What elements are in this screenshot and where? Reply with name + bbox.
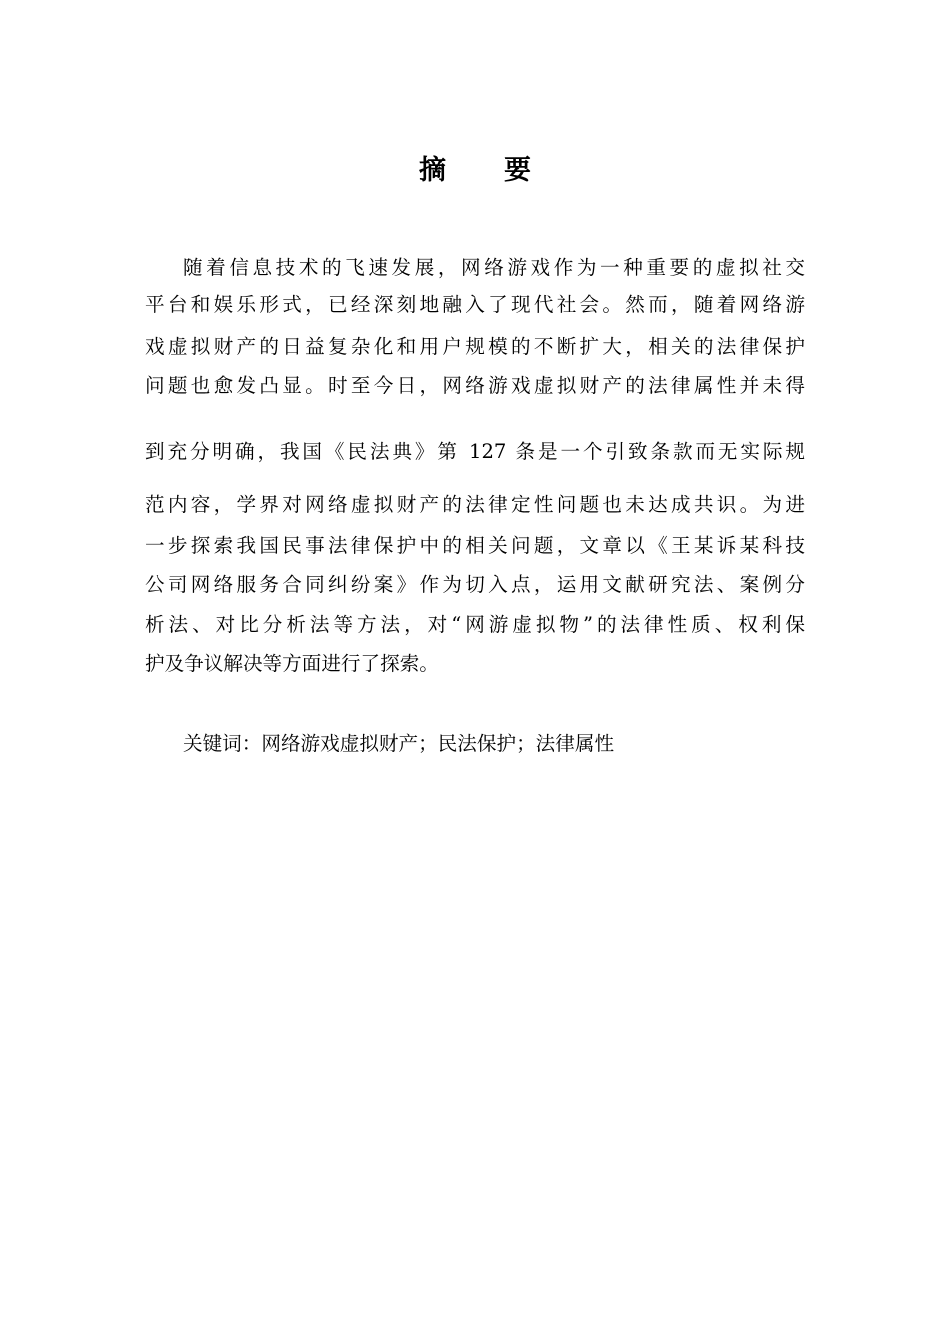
abstract-line-4: 问题也愈发凸显。时至今日，网络游戏虚拟财产的法律属性并未得: [145, 374, 805, 397]
abstract-line-10: 护及争议解决等方面进行了探索。: [145, 652, 439, 675]
abstract-title: [0, 151, 950, 191]
abstract-line-5: 到充分明确，我国《民法典》第 127 条是一个引致条款而无实际规: [145, 440, 805, 463]
abstract-line-3: 戏虚拟财产的日益复杂化和用户规模的不断扩大，相关的法律保护: [145, 335, 805, 358]
keywords-label: 关键词：: [183, 732, 262, 755]
abstract-line-7: 一步探索我国民事法律保护中的相关问题，文章以《王某诉某科技: [145, 534, 805, 557]
keywords-value: 网络游戏虚拟财产；民法保护；法律属性: [261, 732, 615, 755]
abstract-line-2: 平台和娱乐形式，已经深刻地融入了现代社会。然而，随着网络游: [145, 293, 805, 316]
abstract-line-6: 范内容，学界对网络虚拟财产的法律定性问题也未达成共识。为进: [145, 493, 805, 516]
abstract-line-8: 公司网络服务合同纠纷案》作为切入点，运用文献研究法、案例分: [145, 573, 805, 596]
title-char-2: 要: [504, 155, 531, 186]
title-char-1: 摘: [419, 155, 446, 186]
abstract-line-9: 析法、对比分析法等方法，对“网游虚拟物”的法律性质、权利保: [145, 613, 805, 636]
abstract-line-1: 随着信息技术的飞速发展，网络游戏作为一种重要的虚拟社交: [183, 256, 805, 279]
keywords: [183, 729, 614, 759]
